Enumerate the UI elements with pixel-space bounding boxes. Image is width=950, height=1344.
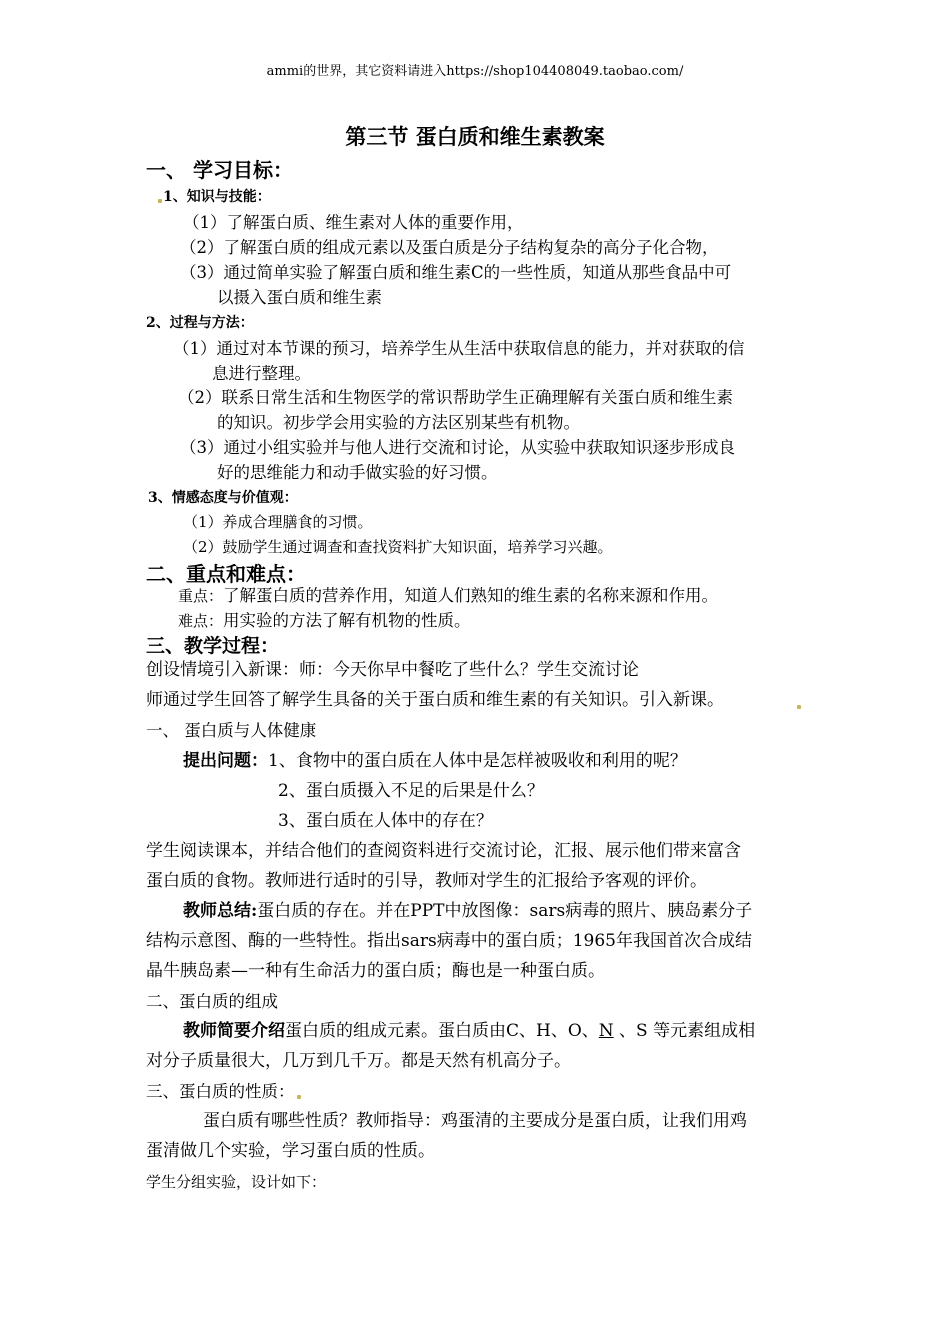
- properties-line-2: 蛋清做几个实验，学习蛋白质的性质。: [146, 1141, 435, 1161]
- composition-text-1b: 、S 等元素组成相: [613, 1021, 756, 1041]
- question-line-1: [183, 751, 687, 771]
- properties-line-1: 蛋白质有哪些性质？教师指导：鸡蛋清的主要成分是蛋白质，让我们用鸡: [203, 1111, 747, 1131]
- objective-1-3: （3）通过简单实验了解蛋白质和维生素C的一些性质，知道从那些食品中可: [180, 263, 732, 282]
- summary-text-1: 蛋白质的存在。并在PPT中放图像：sars病毒的照片、胰岛素分子: [257, 901, 753, 921]
- composition-line-1: [183, 1021, 755, 1041]
- composition-line-2: 对分子质量很大，几万到几千万。都是天然有机高分子。: [146, 1051, 571, 1071]
- objective-2-2: （2）联系日常生活和生物医学的常识帮助学生正确理解有关蛋白质和维生素: [178, 388, 733, 407]
- objective-2-2-cont: 的知识。初步学会用实验的方法区别某些有机物。: [217, 413, 580, 432]
- reading-line-1: 学生阅读课本，并结合他们的查阅资料进行交流讨论，汇报、展示他们带来富含: [146, 841, 741, 861]
- difficulty-line: [178, 611, 471, 631]
- subsection-protein-properties: 三、蛋白质的性质：: [146, 1082, 295, 1101]
- summary-line-1: [183, 901, 752, 921]
- margin-mark: [158, 199, 162, 203]
- margin-mark: [297, 1095, 301, 1099]
- experiment-intro: 学生分组实验，设计如下：: [146, 1173, 327, 1191]
- summary-line-2: 结构示意图、酶的一些特性。指出sars病毒中的蛋白质；1965年我国首次合成结: [146, 931, 752, 951]
- objective-2-1: （1）通过对本节课的预习，培养学生从生活中获取信息的能力，并对获取的信: [173, 339, 745, 358]
- objective-1-3-cont: 以摄入蛋白质和维生素: [217, 288, 382, 307]
- composition-text-1a: 蛋白质的组成元素。蛋白质由C、H、O、: [285, 1021, 599, 1041]
- difficulty-label: 难点：: [178, 612, 224, 630]
- objective-3-2: （2）鼓励学生通过调查和查找资料扩大知识面，培养学习兴趣。: [183, 538, 613, 556]
- question-label: 提出问题：: [183, 751, 268, 771]
- question-1: 1、食物中的蛋白质在人体中是怎样被吸收和利用的呢？: [268, 751, 687, 771]
- page-header: ammi的世界，其它资料请进入https://shop104408049.taobao.com/: [266, 64, 684, 79]
- objective-2-3: （3）通过小组实验并与他人进行交流和讨论，从实验中获取知识逐步形成良: [180, 438, 735, 457]
- objective-1-1: （1）了解蛋白质、维生素对人体的重要作用，: [183, 213, 524, 232]
- objective-3-1: （1）养成合理膳食的习惯。: [183, 513, 373, 531]
- element-n: N: [598, 1021, 614, 1041]
- objective-2-1-cont: 息进行整理。: [212, 364, 311, 383]
- composition-label: 教师简要介绍: [183, 1021, 285, 1041]
- difficulty-text: 用实验的方法了解有机物的性质。: [223, 611, 471, 630]
- margin-mark: [797, 705, 801, 709]
- subsection-protein-composition: 二、蛋白质的组成: [146, 992, 278, 1011]
- question-2: 2、蛋白质摄入不足的后果是什么？: [278, 781, 544, 801]
- key-point-text: 了解蛋白质的营养作用，知道人们熟知的维生素的名称来源和作用。: [223, 586, 719, 605]
- summary-line-3: 晶牛胰岛素—一种有生命活力的蛋白质；酶也是一种蛋白质。: [146, 961, 605, 981]
- key-point-line: [178, 586, 718, 606]
- section-heading-teaching-process: 三、教学过程：: [146, 635, 280, 657]
- intro-line-2: 师通过学生回答了解学生具备的关于蛋白质和维生素的有关知识。引入新课。: [146, 690, 724, 710]
- section-heading-objectives: 一、 学习目标：: [146, 158, 293, 182]
- question-3: 3、蛋白质在人体中的存在？: [278, 811, 493, 831]
- subheading-attitude: 3、情感态度与价值观：: [148, 490, 298, 506]
- subsection-protein-health: 一、 蛋白质与人体健康: [146, 721, 317, 740]
- subheading-process: 2、过程与方法：: [146, 315, 254, 331]
- objective-2-3-cont: 好的思维能力和动手做实验的好习惯。: [217, 463, 498, 482]
- page-title: 第三节 蛋白质和维生素教案: [345, 124, 605, 149]
- summary-label: 教师总结:: [183, 901, 258, 921]
- key-point-label: 重点：: [178, 587, 224, 605]
- subheading-knowledge: 1、知识与技能：: [163, 189, 271, 205]
- reading-line-2: 蛋白质的食物。教师进行适时的引导，教师对学生的汇报给予客观的评价。: [146, 871, 707, 891]
- objective-1-2: （2）了解蛋白质的组成元素以及蛋白质是分子结构复杂的高分子化合物，: [180, 238, 719, 257]
- intro-line-1: 创设情境引入新课：师：今天你早中餐吃了些什么？学生交流讨论: [146, 660, 639, 680]
- section-heading-key-points: 二、重点和难点：: [146, 562, 306, 586]
